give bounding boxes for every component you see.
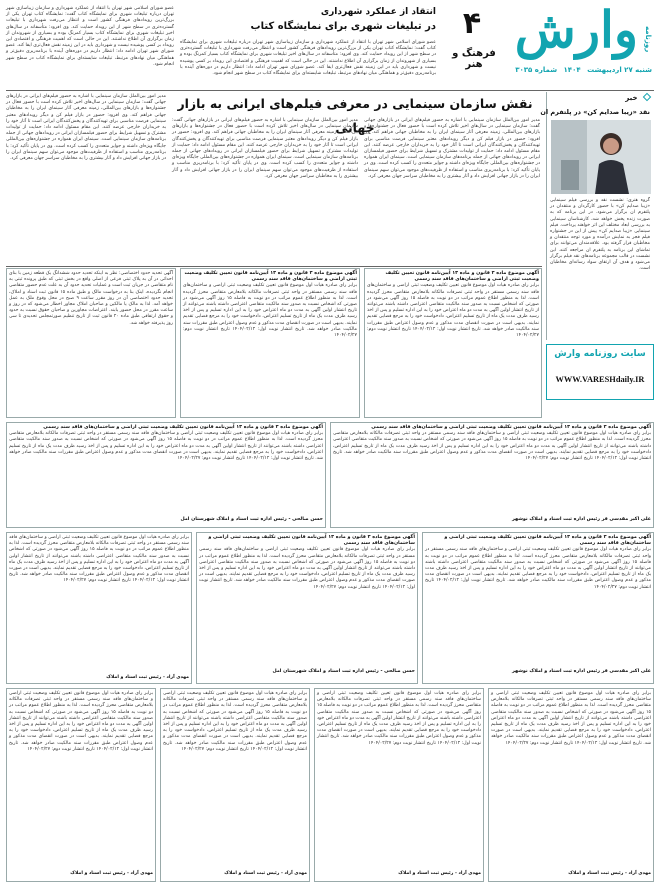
issue-year: ۱۴۰۴ <box>563 66 581 74</box>
ad-body: برابر رای صادره هیات اول موضوع قانون تعیین تکلیف وضعیت ثبتی اراضی و ساختمان‌های فاقد سند رسمی مستقر در واحد ثبتی تصرفات مالکانه بلامعارض متقاضی محرز گردیده است. لذا به منظور اطلاع عموم مراتب در دو نوبت به فاصله ۱۵ روز آگهی می‌شود در صورتی که اشخاص نسبت به صدور سند مالکیت متقاضی اعتراضی داشته باشند می‌توانند از تاریخ انتشار اولین آگهی به مدت دو ماه اعتراض خود را به این اداره تسلیم و پس از اخذ رسید ظرف مدت یک ماه از تاریخ تسلیم اعتراض، دادخواست خود را به مرجع قضایی تقدیم نمایند. بدیهی است در صورت انقضای مدت مذکور و عدم وصول اعتراض طبق مقررات سند مالکیت صادر خواهد شد. تاریخ انتشار نوبت اول: ۱۴۰۴/۰۲/۱۲ تاریخ انتشار نوبت دوم: ۱۴۰۴/۰۲/۲۷ <box>9 535 189 584</box>
ad-title: آگهی موضوع ماده ۳ قانون و ماده ۱۳ آیین‌نامه قانون تعیین تکلیف وضعیت ثبتی اراضی و ساختمان‌های فاقد سند رسمی <box>184 271 357 283</box>
ad-body: برابر رای صادره هیات اول موضوع قانون تعیین تکلیف وضعیت ثبتی اراضی و ساختمان‌های فاقد سند رسمی مستقر در واحد ثبتی تصرفات مالکانه بلامعارض متقاضی محرز گردیده است. لذا به منظور اطلاع عموم مراتب در دو نوبت به فاصله ۱۵ روز آگهی می‌شود در صورتی که اشخاص نسبت به صدور سند مالکیت متقاضی اعتراضی داشته باشند می‌توانند از تاریخ انتشار اولین آگهی به مدت دو ماه اعتراض خود را به این اداره تسلیم و پس از اخذ رسید ظرف مدت یک ماه از تاریخ تسلیم اعتراض، دادخواست خود را به مرجع قضایی تقدیم نمایند. بدیهی است در صورت انقضای مدت مذکور و عدم وصول اعتراض طبق مقررات سند مالکیت صادر خواهد شد. تاریخ انتشار نوبت اول: ۱۴۰۴/۰۲/۱۲ تاریخ انتشار نوبت دوم: ۱۴۰۴/۰۲/۲۷ <box>316 691 481 746</box>
news-photo <box>551 120 651 194</box>
ad-block <box>196 532 418 684</box>
news-label <box>550 94 650 106</box>
masthead-logo-prefix: روزنامه <box>644 25 652 52</box>
ad-block <box>6 688 156 882</box>
news-box <box>540 92 654 340</box>
site-banner <box>546 344 654 400</box>
top-article-title-line1: انتقاد از عملکرد شهرداری <box>320 7 436 17</box>
issue-number: ۳۰۳۵ <box>515 66 533 74</box>
ad-block <box>488 688 654 882</box>
diamond-icon <box>643 93 651 101</box>
ad-block <box>6 422 326 528</box>
ad-title: آگهی موضوع ماده ۳ قانون و ماده ۱۳ آیین‌نامه قانون تعیین تکلیف وضعیت ثبتی اراضی و ساختمان‌های فاقد سند رسمی <box>385 271 539 283</box>
ad-block: آگهی تحدید حدود اختصاصی: نظر به اینکه تحدید حدود ششدانگ یک قطعه زمین با بنای احداثی در آن به پلاک ثبتی فرعی از اصلی واقع در بخش ثبتی که طبق پرونده ثبتی به نام متقاضی در جریان ثبت است و عملیات تحدید حدود آن به علت عدم حضور متقاضی انجام نگردیده، اینک بنا به درخواست مالک و طبق ماده ۱۵ قانون ثبت اسناد و املاک، تحدید حدود اختصاصی آن در روز مقرر ساعت ۹ صبح در محل وقوع ملک به عمل خواهد آمد. لذا به مالک یا مالکین و صاحبان املاک مجاور اخطار می‌شود که در روز و ساعت مقرر در محل حضور یابند. اعتراضات مجاورین و صاحبان حقوق نسبت به حدود و حقوق ارتفاقی طبق ماده ۲۰ قانون ثبت از تاریخ تنظیم صورتمجلس تحدیدی تا سی روز پذیرفته خواهد شد. <box>6 268 176 418</box>
main-article-title: نقش سازمان سینمایی در معرفی فیلم‌های ایرانی به بازار جهانی <box>177 96 533 135</box>
ad-block <box>6 532 192 684</box>
news-title: نقد «زیبا صدایم کن» در پلتفرم ان <box>540 108 650 116</box>
ad-body: برابر رای صادره هیات اول موضوع قانون تعیین تکلیف وضعیت ثبتی اراضی و ساختمان‌های فاقد سند رسمی مستقر در واحد ثبتی تصرفات مالکانه بلامعارض متقاضی محرز گردیده است. لذا به منظور اطلاع عموم مراتب در دو نوبت به فاصله ۱۵ روز آگهی می‌شود در صورتی که اشخاص نسبت به صدور سند مالکیت متقاضی اعتراضی داشته باشند می‌توانند از تاریخ انتشار اولین آگهی به مدت دو ماه اعتراض خود را به این اداره تسلیم و پس از اخذ رسید ظرف مدت یک ماه از تاریخ تسلیم اعتراض، دادخواست خود را به مرجع قضایی تقدیم نمایند. بدیهی است در صورت انقضای مدت مذکور و عدم وصول اعتراض طبق مقررات سند مالکیت صادر خواهد شد. تاریخ انتشار نوبت اول: ۱۴۰۴/۰۲/۱۲ تاریخ انتشار نوبت دوم: ۱۴۰۴/۰۲/۲۷ <box>183 283 357 339</box>
ad-block <box>364 268 542 418</box>
ad-body: برابر رای صادره هیات اول موضوع قانون تعیین تکلیف وضعیت ثبتی اراضی و ساختمان‌های فاقد سند رسمی مستقر در واحد ثبتی تصرفات مالکانه بلامعارض متقاضی محرز گردیده است. لذا به منظور اطلاع عموم مراتب در دو نوبت به فاصله ۱۵ روز آگهی می‌شود در صورتی که اشخاص نسبت به صدور سند مالکیت متقاضی اعتراضی داشته باشند می‌توانند از تاریخ انتشار اولین آگهی به مدت دو ماه اعتراض خود را به این اداره تسلیم و پس از اخذ رسید ظرف مدت یک ماه از تاریخ تسلیم اعتراض، دادخواست خود را به مرجع قضایی تقدیم نمایند. بدیهی است در صورت انقضای مدت مذکور و عدم وصول اعتراض طبق مقررات سند مالکیت صادر خواهد شد. تاریخ انتشار نوبت اول: ۱۴۰۴/۰۲/۱۲ تاریخ انتشار نوبت دوم: ۱۴۰۴/۰۲/۲۷ <box>333 431 651 462</box>
ad-signature: مهدی آزاد - رئیس ثبت اسناد و املاک <box>568 871 651 876</box>
ad-title: آگهی موضوع ماده ۳ قانون و ماده ۱۳ آیین‌نامه قانون تعیین تکلیف وضعیت ثبتی اراضی و ساختمان‌های فاقد سند رسمی <box>43 425 323 430</box>
ad-block <box>422 532 654 684</box>
ad-body: برابر رای صادره هیات اول موضوع قانون تعیین تکلیف وضعیت ثبتی اراضی و ساختمان‌های فاقد سند رسمی مستقر در واحد ثبتی تصرفات مالکانه بلامعارض متقاضی محرز گردیده است. لذا به منظور اطلاع عموم مراتب در دو نوبت به فاصله ۱۵ روز آگهی می‌شود در صورتی که اشخاص نسبت به صدور سند مالکیت متقاضی اعتراضی داشته باشند می‌توانند از تاریخ انتشار اولین آگهی به مدت دو ماه اعتراض خود را به این اداره تسلیم و پس از اخذ رسید ظرف مدت یک ماه از تاریخ تسلیم اعتراض، دادخواست خود را به مرجع قضایی تقدیم نمایند. بدیهی است در صورت انقضای مدت مذکور و عدم وصول اعتراض طبق مقررات سند مالکیت صادر خواهد شد. تاریخ انتشار نوبت اول: ۱۴۰۴/۰۲/۱۲ تاریخ انتشار نوبت دوم: ۱۴۰۴/۰۲/۲۷ <box>163 691 307 752</box>
ad-block <box>180 268 360 418</box>
main-article-col2: مدیر امور بین‌الملل سازمان سینمایی با اشاره به حضور فیلم‌های ایرانی در بازارهای جهانی گفت: سازمان سینمایی در سال‌های اخیر تلاش کرده است با حضور فعال در جشنواره‌ها و بازارهای بین‌المللی، زمینه معرفی آثار سینمای ایران را به مخاطبان جهانی فراهم کند. وی افزود: حضور در بازار فیلم کن و دیگر رویدادهای معتبر سینمایی فرصت مناسبی برای تهیه‌کنندگان و پخش‌کنندگان ایرانی است تا آثار خود را به خریداران خارجی عرضه کنند. این مقام مسئول ادامه داد: حمایت از تولیدات مشترک و تسهیل شرایط برای حضور فیلمسازان ایرانی در رویدادهای جهانی از جمله برنامه‌های سازمان سینمایی است. سینمای ایران همواره در جشنواره‌های بین‌المللی جایگاه ویژه‌ای داشته و جوایز متعددی را کسب کرده است. وی در پایان تأکید کرد: با برنامه‌ریزی مناسب و استفاده از ظرفیت‌های موجود می‌توان سهم سینمای ایران را در بازار جهانی افزایش داد و آثار بیشتری را به مخاطبان سراسر جهان معرفی کرد. <box>172 118 358 179</box>
ad-signature: مهدی آزاد - رئیس ثبت اسناد و املاک <box>398 871 481 876</box>
ad-body: برابر رای صادره هیات اول موضوع قانون تعیین تکلیف وضعیت ثبتی اراضی و ساختمان‌های فاقد سند رسمی مستقر در واحد ثبتی تصرفات مالکانه بلامعارض متقاضی محرز گردیده است. لذا به منظور اطلاع عموم مراتب در دو نوبت به فاصله ۱۵ روز آگهی می‌شود در صورتی که اشخاص نسبت به صدور سند مالکیت متقاضی اعتراضی داشته باشند می‌توانند از تاریخ انتشار اولین آگهی به مدت دو ماه اعتراض خود را به این اداره تسلیم و پس از اخذ رسید ظرف مدت یک ماه از تاریخ تسلیم اعتراض، دادخواست خود را به مرجع قضایی تقدیم نمایند. بدیهی است در صورت انقضای مدت مذکور و عدم وصول اعتراض طبق مقررات سند مالکیت صادر خواهد شد. تاریخ انتشار نوبت اول: ۱۴۰۴/۰۲/۱۲ تاریخ انتشار نوبت دوم: ۱۴۰۴/۰۲/۲۷ <box>425 547 652 590</box>
ad-title: آگهی موضوع ماده ۳ قانون و ماده ۱۳ آیین‌نامه قانون تعیین تکلیف وضعیت ثبتی اراضی و ساختمان‌های فاقد سند رسمی <box>208 535 415 547</box>
ad-signature: مهدی آزاد - رئیس ثبت اسناد و املاک <box>70 871 153 876</box>
ad-title: آگهی موضوع ماده ۳ قانون و ماده ۱۳ آیین‌نامه قانون تعیین تکلیف وضعیت ثبتی اراضی و ساختمان‌های فاقد سند رسمی <box>444 535 651 547</box>
ad-signature: حسن صالحی - رئیس اداره ثبت اسناد و املاک شهرستان امل <box>180 517 323 523</box>
divider <box>6 90 654 91</box>
top-article-title <box>180 6 436 40</box>
issue-info <box>442 66 652 80</box>
masthead-logo: وارش <box>514 0 638 59</box>
top-article-title-line2: در تبلیغات شهری برای نمایشگاه کتاب <box>250 21 436 32</box>
issue-date: شنبه ۲۷ اردیبهشت <box>587 66 652 74</box>
ad-body: برابر رای صادره هیات اول موضوع قانون تعیین تکلیف وضعیت ثبتی اراضی و ساختمان‌های فاقد سند رسمی مستقر در واحد ثبتی تصرفات مالکانه بلامعارض متقاضی محرز گردیده است. لذا به منظور اطلاع عموم مراتب در دو نوبت به فاصله ۱۵ روز آگهی می‌شود در صورتی که اشخاص نسبت به صدور سند مالکیت متقاضی اعتراضی داشته باشند می‌توانند از تاریخ انتشار اولین آگهی به مدت دو ماه اعتراض خود را به این اداره تسلیم و پس از اخذ رسید ظرف مدت یک ماه از تاریخ تسلیم اعتراض، دادخواست خود را به مرجع قضایی تقدیم نمایند. بدیهی است در صورت انقضای مدت مذکور و عدم وصول اعتراض طبق مقررات سند مالکیت صادر خواهد شد. تاریخ انتشار نوبت اول: ۱۴۰۴/۰۲/۱۲ تاریخ انتشار نوبت دوم: ۱۴۰۴/۰۲/۲۷ <box>199 547 415 590</box>
ad-signature: مهدی آزاد - رئیس ثبت اسناد و املاک <box>224 871 307 876</box>
news-label-text: خبر <box>625 94 638 102</box>
masthead <box>440 0 654 86</box>
ad-block <box>330 422 654 528</box>
page-number: ۴ <box>462 6 482 41</box>
news-body: گروه هنری: نشست نقد و بررسی فیلم سینمایی «زیبا صدایم کن» با حضور کارگردان و منتقدان در پلتفرم ان برگزار می‌شود. در این برنامه که به صورت زنده پخش خواهد شد، کارشناسان سینمایی به بررسی ابعاد مختلف این اثر خواهند پرداخت. فیلم سینمایی «زیبا صدایم کن» پیش از این در جشنواره فیلم فجر به نمایش درآمده و مورد توجه منتقدان و مخاطبان قرار گرفته بود. علاقه‌مندان می‌توانند برای تماشای این برنامه به پلتفرم ان مراجعه کنند. این نشست در قالب مجموعه برنامه‌های نقد فیلم برگزار می‌شود و هدف آن ارتقای سواد رسانه‌ای مخاطبان است. <box>550 198 650 272</box>
ad-body: برابر رای صادره هیات اول موضوع قانون تعیین تکلیف وضعیت ثبتی اراضی و ساختمان‌های فاقد سند رسمی مستقر در واحد ثبتی تصرفات مالکانه بلامعارض متقاضی محرز گردیده است. لذا به منظور اطلاع عموم مراتب در دو نوبت به فاصله ۱۵ روز آگهی می‌شود در صورتی که اشخاص نسبت به صدور سند مالکیت متقاضی اعتراضی داشته باشند می‌توانند از تاریخ انتشار اولین آگهی به مدت دو ماه اعتراض خود را به این اداره تسلیم و پس از اخذ رسید ظرف مدت یک ماه از تاریخ تسلیم اعتراض، دادخواست خود را به مرجع قضایی تقدیم نمایند. بدیهی است در صورت انقضای مدت مذکور و عدم وصول اعتراض طبق مقررات سند مالکیت صادر خواهد شد. تاریخ انتشار نوبت اول: ۱۴۰۴/۰۲/۱۲ تاریخ انتشار نوبت دوم: ۱۴۰۴/۰۲/۲۷ <box>9 691 153 752</box>
ad-body: برابر رای صادره هیات اول موضوع قانون تعیین تکلیف وضعیت ثبتی اراضی و ساختمان‌های فاقد سند رسمی مستقر در واحد ثبتی تصرفات مالکانه بلامعارض متقاضی محرز گردیده است. لذا به منظور اطلاع عموم مراتب در دو نوبت به فاصله ۱۵ روز آگهی می‌شود در صورتی که اشخاص نسبت به صدور سند مالکیت متقاضی اعتراضی داشته باشند می‌توانند از تاریخ انتشار اولین آگهی به مدت دو ماه اعتراض خود را به این اداره تسلیم و پس از اخذ رسید ظرف مدت یک ماه از تاریخ تسلیم اعتراض، دادخواست خود را به مرجع قضایی تقدیم نمایند. بدیهی است در صورت انقضای مدت مذکور و عدم وصول اعتراض طبق مقررات سند مالکیت صادر خواهد شد. تاریخ انتشار نوبت اول: ۱۴۰۴/۰۲/۱۲ تاریخ انتشار نوبت دوم: ۱۴۰۴/۰۲/۲۷ <box>491 691 651 746</box>
ad-signature: علی اکبر مقدسی فر رئیس اداره ثبت اسناد و املاک نوشهر <box>512 517 651 523</box>
section-title: فرهنگ و هنر <box>452 48 496 70</box>
ad-block <box>160 688 310 882</box>
site-banner-url[interactable]: WWW.VARESHdaily.IR <box>555 375 645 384</box>
ad-body: برابر رای صادره هیات اول موضوع قانون تعیین تکلیف وضعیت ثبتی اراضی و ساختمان‌های فاقد سند رسمی مستقر در واحد ثبتی تصرفات مالکانه بلامعارض متقاضی محرز گردیده است. لذا به منظور اطلاع عموم مراتب در دو نوبت به فاصله ۱۵ روز آگهی می‌شود در صورتی که اشخاص نسبت به صدور سند مالکیت متقاضی اعتراضی داشته باشند می‌توانند از تاریخ انتشار اولین آگهی به مدت دو ماه اعتراض خود را به این اداره تسلیم و پس از اخذ رسید ظرف مدت یک ماه از تاریخ تسلیم اعتراض، دادخواست خود را به مرجع قضایی تقدیم نمایند. بدیهی است در صورت انقضای مدت مذکور و عدم وصول اعتراض طبق مقررات سند مالکیت صادر خواهد شد. تاریخ انتشار نوبت اول: ۱۴۰۴/۰۲/۱۲ تاریخ انتشار نوبت دوم: ۱۴۰۴/۰۲/۲۷ <box>367 283 539 339</box>
issue-label: شماره <box>534 66 558 74</box>
main-article-col1: مدیر امور بین‌الملل سازمان سینمایی با اشاره به حضور فیلم‌های ایرانی در بازارهای جهانی گفت: سازمان سینمایی در سال‌های اخیر تلاش کرده است با حضور فعال در جشنواره‌ها و بازارهای بین‌المللی، زمینه معرفی آثار سینمای ایران را به مخاطبان جهانی فراهم کند. وی افزود: حضور در بازار فیلم کن و دیگر رویدادهای معتبر سینمایی فرصت مناسبی برای تهیه‌کنندگان و پخش‌کنندگان ایرانی است تا آثار خود را به خریداران خارجی عرضه کنند. این مقام مسئول ادامه داد: حمایت از تولیدات مشترک و تسهیل شرایط برای حضور فیلمسازان ایرانی در رویدادهای جهانی از جمله برنامه‌های سازمان سینمایی است. سینمای ایران همواره در جشنواره‌های بین‌المللی جایگاه ویژه‌ای داشته و جوایز متعددی را کسب کرده است. وی در پایان تأکید کرد: با برنامه‌ریزی مناسب و استفاده از ظرفیت‌های موجود می‌توان سهم سینمای ایران را در بازار جهانی افزایش داد و آثار بیشتری را به مخاطبان سراسر جهان معرفی کرد. <box>6 94 166 162</box>
ad-signature: حسن صالحی - رئیس اداره ثبت اسناد و املاک شهرستان امل <box>272 669 415 675</box>
ad-body: برابر رای صادره هیات اول موضوع قانون تعیین تکلیف وضعیت ثبتی اراضی و ساختمان‌های فاقد سند رسمی مستقر در واحد ثبتی تصرفات مالکانه بلامعارض متقاضی محرز گردیده است. لذا به منظور اطلاع عموم مراتب در دو نوبت به فاصله ۱۵ روز آگهی می‌شود در صورتی که اشخاص نسبت به صدور سند مالکیت متقاضی اعتراضی داشته باشند می‌توانند از تاریخ انتشار اولین آگهی به مدت دو ماه اعتراض خود را به این اداره تسلیم و پس از اخذ رسید ظرف مدت یک ماه از تاریخ تسلیم اعتراض، دادخواست خود را به مرجع قضایی تقدیم نمایند. بدیهی است در صورت انقضای مدت مذکور و عدم وصول اعتراض طبق مقررات سند مالکیت صادر خواهد شد. تاریخ انتشار نوبت اول: ۱۴۰۴/۰۲/۱۲ تاریخ انتشار نوبت دوم: ۱۴۰۴/۰۲/۲۷ <box>9 431 323 462</box>
ad-block <box>314 688 484 882</box>
person-photo-icon <box>551 120 651 194</box>
ad-signature: علی اکبر مقدسی فر رئیس اداره ثبت اسناد و املاک نوشهر <box>512 669 651 675</box>
site-banner-line1: سایت روزنامه وارش <box>554 349 646 359</box>
top-article-body-right: عضو شورای اسلامی شهر تهران با انتقاد از عملکرد شهرداری و سازمان زیباسازی شهر تهران درباره تبلیغات شهری برای نمایشگاه کتاب گفت: نمایشگاه کتاب تهران یکی از بزرگ‌ترین رویدادهای فرهنگی کشور است و انتظار می‌رفت شهرداری با تبلیغات گسترده‌تری در سطح شهر از این رویداد حمایت کند. وی افزود: متأسفانه در سال‌های اخیر تبلیغات شهری برای نمایشگاه کتاب بسیار کمرنگ بوده و بسیاری از شهروندان از زمان برگزاری آن اطلاع نداشتند. این در حالی است که اهمیت فرهنگی و اقتصادی این رویداد بر کسی پوشیده نیست و شهرداری باید در این زمینه نقش فعال‌تری ایفا کند. عضو شورای شهر تهران ادامه داد: انتظار داریم در دوره‌های آینده با برنامه‌ریزی دقیق‌تر و هماهنگی میان نهادهای مرتبط، تبلیغات شایسته‌ای برای نمایشگاه کتاب در سطح شهر انجام شود. <box>180 40 436 77</box>
top-article-body-left: عضو شورای اسلامی شهر تهران با انتقاد از عملکرد شهرداری و سازمان زیباسازی شهر تهران درباره تبلیغات شهری برای نمایشگاه کتاب گفت: نمایشگاه کتاب تهران یکی از بزرگ‌ترین رویدادهای فرهنگی کشور است و انتظار می‌رفت شهرداری با تبلیغات گسترده‌تری در سطح شهر از این رویداد حمایت کند. وی افزود: متأسفانه در سال‌های اخیر تبلیغات شهری برای نمایشگاه کتاب بسیار کمرنگ بوده و بسیاری از شهروندان از زمان برگزاری آن اطلاع نداشتند. این در حالی است که اهمیت فرهنگی و اقتصادی این رویداد بر کسی پوشیده نیست و شهرداری باید در این زمینه نقش فعال‌تری ایفا کند. عضو شورای شهر تهران ادامه داد: انتظار داریم در دوره‌های آینده با برنامه‌ریزی دقیق‌تر و هماهنگی میان نهادهای مرتبط، تبلیغات شایسته‌ای برای نمایشگاه کتاب در سطح شهر انجام شود. <box>6 6 174 67</box>
main-article-col3: مدیر امور بین‌الملل سازمان سینمایی با اشاره به حضور فیلم‌های ایرانی در بازارهای جهانی گفت: سازمان سینمایی در سال‌های اخیر تلاش کرده است با حضور فعال در جشنواره‌ها و بازارهای بین‌المللی، زمینه معرفی آثار سینمای ایران را به مخاطبان جهانی فراهم کند. وی افزود: حضور در بازار فیلم کن و دیگر رویدادهای معتبر سینمایی فرصت مناسبی برای تهیه‌کنندگان و پخش‌کنندگان ایرانی است تا آثار خود را به خریداران خارجی عرضه کنند. این مقام مسئول ادامه داد: حمایت از تولیدات مشترک و تسهیل شرایط برای حضور فیلمسازان ایرانی در رویدادهای جهانی از جمله برنامه‌های سازمان سینمایی است. سینمای ایران همواره در جشنواره‌های بین‌المللی جایگاه ویژه‌ای داشته و جوایز متعددی را کسب کرده است. وی در پایان تأکید کرد: با برنامه‌ریزی مناسب و استفاده از ظرفیت‌های موجود می‌توان سهم سینمای ایران را در بازار جهانی افزایش داد و آثار بیشتری را به مخاطبان سراسر جهان معرفی کرد. <box>364 118 540 179</box>
ad-signature: مهدی آزاد - رئیس ثبت اسناد و املاک <box>106 675 189 680</box>
ad-title: آگهی موضوع ماده ۳ قانون و ماده ۱۳ آیین‌نامه قانون تعیین تکلیف وضعیت ثبتی اراضی و ساختمان‌های فاقد سند رسمی <box>371 425 651 430</box>
divider <box>6 266 542 267</box>
